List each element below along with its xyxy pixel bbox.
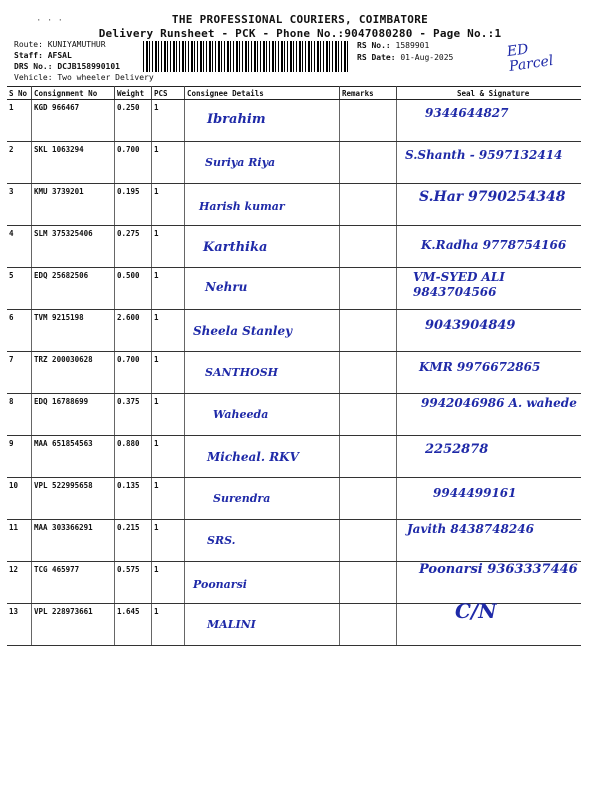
row-pcs: 1	[152, 310, 185, 352]
row-consignee-details	[185, 604, 340, 646]
row-sno: 7	[7, 352, 32, 394]
handwritten-consignee-name: SANTHOSH	[205, 366, 279, 379]
table-row	[7, 520, 581, 562]
table-row	[7, 184, 581, 226]
row-pcs: 1	[152, 436, 185, 478]
row-remarks	[340, 352, 397, 394]
row-consignment-no: MAA 303366291	[32, 520, 115, 562]
handwritten-consignee-name: Poonarsi	[193, 578, 247, 591]
row-sno: 12	[7, 562, 32, 604]
handwritten-consignee-name: Harish kumar	[199, 200, 285, 213]
handwritten-consignee-name: Waheeda	[213, 408, 269, 421]
row-weight: 0.880	[115, 436, 152, 478]
row-pcs: 1	[152, 184, 185, 226]
row-sno: 4	[7, 226, 32, 268]
row-remarks	[340, 226, 397, 268]
col-remarks: Remarks	[340, 87, 397, 100]
handwritten-consignee-name: Ibrahim	[207, 112, 266, 127]
row-weight: 0.275	[115, 226, 152, 268]
row-sno: 8	[7, 394, 32, 436]
row-sno: 3	[7, 184, 32, 226]
row-seal-signature	[397, 562, 582, 604]
rs-date-value: 01-Aug-2025	[400, 53, 454, 62]
company-title: THE PROFESSIONAL COURIERS, COIMBATORE	[171, 13, 429, 26]
row-consignee-details	[185, 478, 340, 520]
table-row	[7, 142, 581, 184]
row-weight: 0.500	[115, 268, 152, 310]
row-weight: 0.700	[115, 142, 152, 184]
col-sno: S No	[7, 87, 32, 100]
staff-info	[14, 51, 72, 60]
row-consignment-no: SKL 1063294	[32, 142, 115, 184]
row-consignee-details	[185, 226, 340, 268]
table-row	[7, 100, 581, 142]
row-seal-signature	[397, 310, 582, 352]
table-row	[7, 436, 581, 478]
row-consignee-details	[185, 142, 340, 184]
handwritten-signature: Poonarsi 9363337446	[419, 562, 578, 577]
row-remarks	[340, 562, 397, 604]
row-consignment-no: VPL 522995658	[32, 478, 115, 520]
row-remarks	[340, 142, 397, 184]
table-row	[7, 394, 581, 436]
table-row	[7, 226, 581, 268]
row-remarks	[340, 436, 397, 478]
rs-no-label: RS No.:	[357, 41, 391, 50]
table-row	[7, 310, 581, 352]
rs-no-value: 1589901	[395, 41, 430, 50]
row-remarks	[340, 604, 397, 646]
row-weight: 0.195	[115, 184, 152, 226]
vehicle-label: Vehicle:	[14, 73, 53, 82]
row-consignment-no: MAA 651854563	[32, 436, 115, 478]
col-consignee: Consignee Details	[185, 87, 340, 100]
handwritten-consignee-name: Suriya Riya	[205, 156, 276, 169]
row-seal-signature	[397, 268, 582, 310]
runsheet-subtitle: Delivery Runsheet - PCK - Phone No.:9047080280 - Page No.:1	[98, 27, 502, 40]
row-weight: 0.250	[115, 100, 152, 142]
handwritten-signature: 9942046986 A. wahede	[421, 396, 577, 410]
drs-info	[14, 62, 120, 71]
table-header-row	[7, 87, 581, 100]
col-pcs: PCS	[152, 87, 185, 100]
row-consignee-details	[185, 520, 340, 562]
row-consignee-details	[185, 352, 340, 394]
rs-date-label: RS Date:	[357, 53, 396, 62]
row-remarks	[340, 100, 397, 142]
table-row	[7, 604, 581, 646]
handwritten-consignee-name: Nehru	[205, 280, 248, 294]
handwritten-consignee-name: Karthika	[203, 240, 268, 255]
handwritten-signature: VM-SYED ALI 9843704566	[413, 270, 505, 299]
row-pcs: 1	[152, 562, 185, 604]
vehicle-info	[14, 73, 154, 82]
drs-label: DRS No.:	[14, 62, 53, 71]
table-row	[7, 478, 581, 520]
row-consignee-details	[185, 268, 340, 310]
table-row	[7, 352, 581, 394]
row-consignment-no: EDQ 16788699	[32, 394, 115, 436]
row-sno: 9	[7, 436, 32, 478]
row-consignment-no: KGD 966467	[32, 100, 115, 142]
row-seal-signature	[397, 394, 582, 436]
row-consignee-details	[185, 394, 340, 436]
drs-value: DCJB158990101	[57, 62, 120, 71]
route-label: Route:	[14, 40, 43, 49]
row-consignee-details	[185, 562, 340, 604]
row-seal-signature	[397, 599, 582, 646]
row-seal-signature	[397, 520, 582, 562]
row-seal-signature	[397, 184, 582, 226]
handwritten-ed-parcel: ED Parcel	[505, 41, 555, 75]
row-pcs: 1	[152, 604, 185, 646]
rs-no-info	[357, 41, 429, 50]
table-row	[7, 562, 581, 604]
handwritten-signature: C/N	[455, 599, 497, 623]
row-sno: 5	[7, 268, 32, 310]
row-remarks	[340, 310, 397, 352]
row-sno: 10	[7, 478, 32, 520]
row-consignment-no: TVM 9215198	[32, 310, 115, 352]
row-pcs: 1	[152, 478, 185, 520]
row-pcs: 1	[152, 100, 185, 142]
handwritten-consignee-name: MALINI	[207, 618, 256, 631]
row-weight: 1.645	[115, 604, 152, 646]
col-seal: Seal & Signature	[397, 87, 582, 100]
drs-barcode	[143, 41, 350, 72]
row-seal-signature	[397, 100, 582, 142]
handwritten-signature: 9043904849	[425, 318, 516, 333]
row-consignment-no: SLM 375325406	[32, 226, 115, 268]
staff-value: AFSAL	[47, 51, 72, 60]
row-remarks	[340, 184, 397, 226]
handwritten-signature: S.Shanth - 9597132414	[405, 148, 563, 162]
handwritten-consignee-name: SRS.	[207, 534, 236, 547]
rs-date-info	[357, 53, 453, 62]
row-weight: 2.600	[115, 310, 152, 352]
col-consignment: Consignment No	[32, 87, 115, 100]
handwritten-signature: 2252878	[425, 442, 489, 457]
row-seal-signature	[397, 436, 582, 478]
row-remarks	[340, 478, 397, 520]
staff-label: Staff:	[14, 51, 43, 60]
row-pcs: 1	[152, 352, 185, 394]
row-sno: 2	[7, 142, 32, 184]
row-weight: 0.700	[115, 352, 152, 394]
handwritten-signature: 9944499161	[433, 486, 517, 500]
row-consignee-details	[185, 436, 340, 478]
row-consignment-no: KMU 3739201	[32, 184, 115, 226]
handwritten-consignee-name: Sheela Stanley	[193, 324, 293, 338]
row-sno: 13	[7, 604, 32, 646]
row-sno: 6	[7, 310, 32, 352]
row-weight: 0.215	[115, 520, 152, 562]
handwritten-signature: S.Har 9790254348	[419, 189, 566, 205]
handwritten-signature: KMR 9976672865	[419, 360, 541, 374]
row-consignment-no: TCG 465977	[32, 562, 115, 604]
row-weight: 0.135	[115, 478, 152, 520]
row-seal-signature	[397, 478, 582, 520]
row-weight: 0.575	[115, 562, 152, 604]
route-value: KUNIYAMUTHUR	[47, 40, 106, 49]
route-info	[14, 40, 106, 49]
row-sno: 11	[7, 520, 32, 562]
row-remarks	[340, 394, 397, 436]
handwritten-consignee-name: Micheal. RKV	[207, 450, 299, 464]
runsheet-table	[7, 86, 581, 646]
row-weight: 0.375	[115, 394, 152, 436]
row-seal-signature	[397, 142, 582, 184]
row-pcs: 1	[152, 268, 185, 310]
row-consignment-no: TRZ 200030628	[32, 352, 115, 394]
row-pcs: 1	[152, 226, 185, 268]
row-sno: 1	[7, 100, 32, 142]
table-row	[7, 268, 581, 310]
handwritten-signature: K.Radha 9778754166	[421, 238, 567, 252]
row-consignee-details	[185, 310, 340, 352]
handwritten-consignee-name: Surendra	[213, 492, 271, 505]
handwritten-signature: 9344644827	[425, 106, 509, 120]
row-consignee-details	[185, 184, 340, 226]
handwritten-signature: Javith 8438748246	[407, 522, 534, 536]
row-remarks	[340, 268, 397, 310]
row-consignment-no: VPL 228973661	[32, 604, 115, 646]
row-pcs: 1	[152, 142, 185, 184]
row-consignment-no: EDQ 25682506	[32, 268, 115, 310]
col-weight: Weight	[115, 87, 152, 100]
row-remarks	[340, 520, 397, 562]
vehicle-value: Two wheeler Delivery	[57, 73, 154, 82]
row-pcs: 1	[152, 394, 185, 436]
scan-mark: · · ·	[36, 16, 64, 26]
row-seal-signature	[397, 352, 582, 394]
row-seal-signature	[397, 226, 582, 268]
row-pcs: 1	[152, 520, 185, 562]
row-consignee-details	[185, 100, 340, 142]
